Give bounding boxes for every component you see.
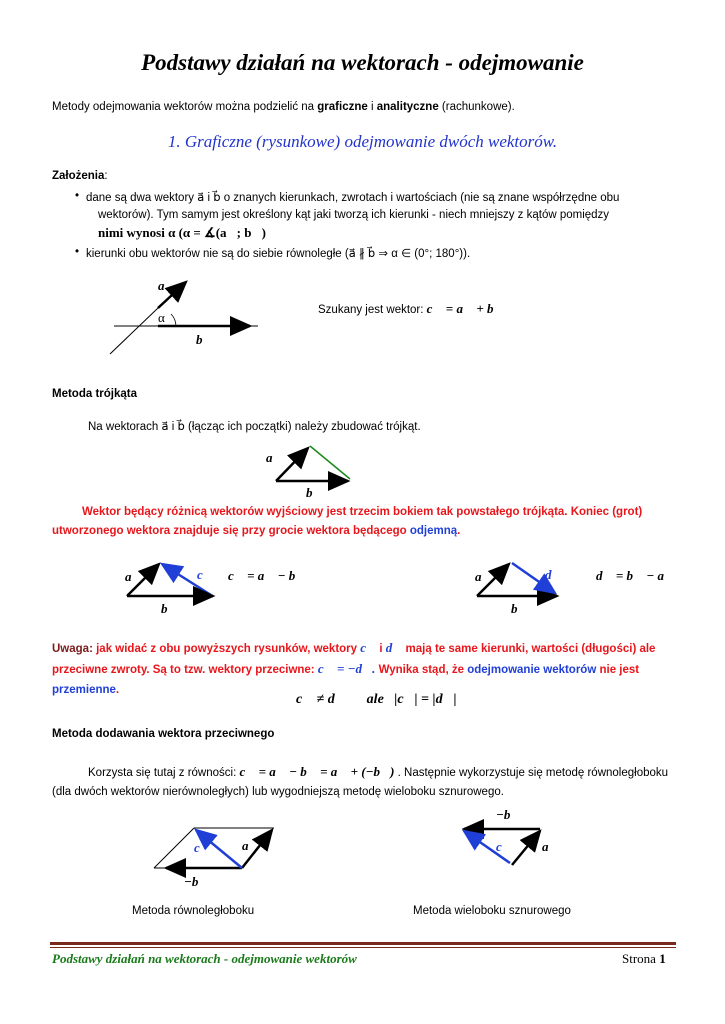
- note-d: d⃗: [385, 640, 403, 655]
- sought-text: Szukany jest wektor:: [318, 304, 424, 316]
- formula-c: c⃗ = a⃗ − b⃗: [228, 568, 306, 583]
- vector-c-label: c⃗: [197, 567, 213, 582]
- intro-text: Metody odejmowania wektorów można podzielić na: [52, 101, 318, 113]
- difference-c-figure: [115, 555, 235, 620]
- vector-b-label: b⃗: [161, 601, 178, 616]
- formula-d: d⃗ = b⃗ − a⃗: [596, 568, 675, 583]
- bullet-icon: •: [75, 190, 80, 202]
- triangle-heading: Metoda trójkąta: [52, 388, 137, 400]
- opposite-line1: [52, 762, 674, 783]
- assumptions-label-wrap: [52, 170, 108, 182]
- opposite-heading: Metoda dodawania wektora przeciwnego: [52, 728, 275, 740]
- vector-neg-b-label: −b⃗: [496, 807, 521, 822]
- vector-a-label: a⃗: [125, 569, 142, 584]
- triangle-figure: [258, 440, 368, 502]
- parallelogram-side: [154, 828, 194, 868]
- intro-paragraph: [52, 101, 515, 113]
- rule-line1: Wektor będący różnicą wektorów wyjściowy jest trzecim bokiem tak powstałego trójkąta. Koniec (grot): [82, 506, 643, 518]
- bullet-icon: •: [75, 246, 80, 258]
- polygon-caption: Metoda wieloboku sznurowego: [413, 905, 571, 917]
- difference-d-figure: [465, 555, 585, 620]
- angle-arc: [171, 314, 176, 326]
- assumption-1-line1: dane są dwa wektory a⃗ i b⃗ o znanych kierunkach, zwrotach i wartościach (nie są znane współrzędne obu: [86, 192, 620, 204]
- opposite-equation: c⃗ = a⃗ − b⃗ = a⃗ + (−b⃗): [239, 764, 395, 779]
- note-equation: c⃗ = −d⃗.: [317, 661, 376, 676]
- vector-b-label: b⃗: [511, 601, 528, 616]
- rule-line2-text: utworzonego wektora znajduje się przy grocie wektora będącego: [52, 525, 410, 537]
- note-line2-text2: Wynika stąd, że: [375, 664, 468, 676]
- note-text: jak widać z obu powyższych rysunków, wektory: [92, 643, 361, 655]
- opposite-line2: (dla dwóch wektorów nierównoległych) lub wygodniejszą metodę wieloboku sznurowego.: [52, 786, 504, 798]
- opposite-text: Korzysta się tutaj z równości:: [88, 767, 240, 779]
- vector-d-label: d⃗: [545, 567, 562, 582]
- footer-page-label: Strona: [622, 951, 660, 966]
- page-title: Podstawy działań na wektorach - odejmowanie: [141, 50, 584, 75]
- polygon-figure: [450, 805, 570, 875]
- assumption-1: [86, 190, 674, 241]
- rule-line2: [52, 522, 674, 541]
- assumptions-label: Założenia: [52, 170, 105, 182]
- note-line1: [52, 638, 674, 659]
- rule-period: .: [457, 525, 461, 537]
- intro-i: i: [367, 101, 377, 113]
- triangle-rule: [52, 503, 674, 541]
- note-odejmowanie: odejmowanie wektorów: [467, 664, 597, 676]
- parallelogram-caption: Metoda równoległoboku: [132, 905, 255, 917]
- extension-line: [110, 308, 158, 354]
- opposite-text2: . Następnie wykorzystuje się metodę równoległoboku: [394, 767, 669, 779]
- note-text2: mają te same kierunki, wartości (długości) ale: [402, 643, 656, 655]
- vector-neg-b-label: −b⃗: [184, 874, 209, 889]
- assumption-1-line3: nimi wynosi α (α = ∡(a⃗; b⃗): [98, 225, 266, 240]
- note-line2-text: przeciwne zwroty. Są to tzw. wektory przeciwne:: [52, 664, 318, 676]
- vector-a-label: a⃗: [475, 569, 492, 584]
- intro-text-end: (rachunkowe).: [438, 101, 515, 113]
- note-przemienne: przemienne: [52, 684, 116, 696]
- intro-analityczne: analityczne: [376, 101, 439, 113]
- vector-c-label: c⃗: [496, 839, 512, 854]
- vector-a-arrow: [512, 831, 540, 865]
- note-label: Uwaga:: [52, 643, 93, 655]
- third-side-line: [310, 446, 350, 479]
- footer-rule-thin: [50, 947, 676, 948]
- note-i: i: [376, 643, 386, 655]
- intro-graficzne: graficzne: [317, 101, 368, 113]
- rule-odjemna: odjemną: [409, 525, 458, 537]
- note-c: c⃗: [360, 640, 377, 655]
- vector-b-label: b⃗: [306, 485, 323, 500]
- sought-formula: c⃗ = a⃗ + b⃗: [426, 301, 504, 316]
- note-paragraph: [52, 638, 674, 700]
- section-heading-graphic: 1. Graficzne (rysunkowe) odejmowanie dwóch wektorów.: [167, 132, 558, 151]
- footer-page-number: 1: [659, 951, 666, 966]
- opposite-paragraph: [52, 762, 674, 802]
- parallelogram-figure: [150, 820, 280, 895]
- note-line2: [52, 659, 674, 680]
- vector-a-label: a⃗: [542, 839, 559, 854]
- sought-vector: [318, 301, 504, 317]
- footer-page: [622, 951, 666, 967]
- vector-a-label: a⃗: [266, 450, 283, 465]
- note-period: .: [115, 684, 120, 696]
- note-nie-jest: nie jest: [596, 664, 640, 676]
- triangle-instruction: Na wektorach a⃗ i b⃗ (łącząc ich początki) należy zbudować trójkąt.: [88, 421, 421, 433]
- note-formula: c⃗ ≠ d⃗ ale |c⃗| = |d⃗|: [296, 692, 457, 707]
- vector-b-label: b⃗: [196, 332, 213, 347]
- vector-a-label: a⃗: [158, 278, 175, 293]
- assumption-1-line2: wektorów). Tym samym jest określony kąt jaki tworzą ich kierunki - niech mniejszy z kątów pomiędzy: [98, 209, 610, 221]
- alpha-label: α: [158, 310, 165, 325]
- assumptions-colon: :: [104, 170, 108, 182]
- assumption-2: kierunki obu wektorów nie są do siebie równoległe (a⃗ ∦ b⃗ ⇒ α ∈ (0°; 180°)).: [86, 248, 471, 260]
- footer-title: Podstawy działań na wektorach - odejmowanie wektorów: [52, 951, 357, 966]
- footer-rule: [50, 942, 676, 945]
- vectors-figure: [90, 270, 290, 365]
- vector-c-label: c⃗: [194, 840, 210, 855]
- vector-a-label: a⃗: [242, 838, 259, 853]
